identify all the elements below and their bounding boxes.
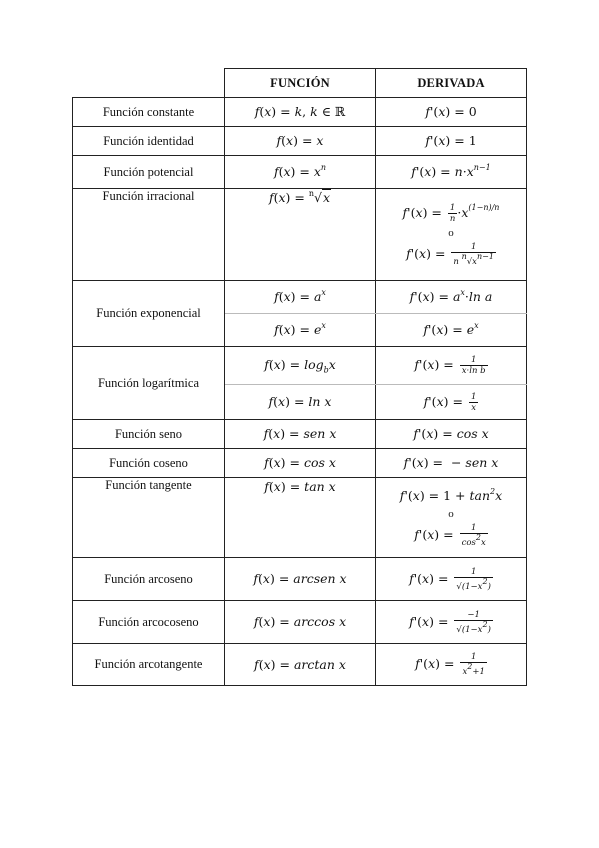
function-name: Función arcotangente xyxy=(73,644,225,686)
header-row xyxy=(73,69,527,98)
derivative-formula: f'(x) = cos x xyxy=(376,420,527,449)
table-row xyxy=(73,189,527,281)
function-name: Función arcoseno xyxy=(73,558,225,601)
corner-blank xyxy=(73,69,225,98)
function-name: Función irracional xyxy=(73,189,225,281)
function-name: Función constante xyxy=(73,98,225,127)
function-name: Función tangente xyxy=(73,478,225,558)
derivative-formula: f'(x) = 0 xyxy=(376,98,527,127)
table-row xyxy=(73,98,527,127)
function-formula: f(x) = arcsen x xyxy=(225,558,376,601)
function-formula: $f(x) = \log_bx$ xyxy=(225,347,376,385)
derivatives-table xyxy=(72,68,527,686)
or-word: o xyxy=(448,508,454,521)
table-row xyxy=(73,449,527,478)
function-formula: f(x) = cos x xyxy=(225,449,376,478)
function-formula: f(x) = tan x xyxy=(225,478,376,558)
derivative-formula: $f'(x) = n\cdot x^{n-1}$ xyxy=(376,156,527,189)
function-formula: f(x) = arctan x xyxy=(225,644,376,686)
function-name: Función potencial xyxy=(73,156,225,189)
table-row xyxy=(73,127,527,156)
function-name: Función seno xyxy=(73,420,225,449)
function-formula: f(x) = $^n$√x xyxy=(225,189,376,281)
table-row xyxy=(73,601,527,644)
table-row xyxy=(73,644,527,686)
derivative-formula: $f'(x) = 1 + \tan^2x$ o f'(x) = $\frac{1}{\cos^2x}$ xyxy=(376,478,527,558)
or-word: o xyxy=(448,226,454,239)
table-row xyxy=(73,347,527,385)
function-formula: f(x) = x xyxy=(225,127,376,156)
derivative-formula: f'(x) = 1 xyxy=(376,127,527,156)
table-row xyxy=(73,478,527,558)
derivative-formula: $f'(x) = e^x$ xyxy=(376,314,527,347)
table-row xyxy=(73,156,527,189)
function-name: Función arcocoseno xyxy=(73,601,225,644)
function-name: Función identidad xyxy=(73,127,225,156)
function-name: Función exponencial xyxy=(73,281,225,347)
derivative-formula: f'(x) = $\frac{1}{n}$ $\cdot x^{(1-n)/n}$ o f'(x) = $\frac{1}{n ^n√x^{n-1}}$ xyxy=(376,189,527,281)
derivative-formula: f'(x) = $\frac{1}{x}$ xyxy=(376,385,527,420)
function-formula: $f(x) = e^x$ xyxy=(225,314,376,347)
derivative-formula: f'(x) = $\frac{1}{√(1-x^2)}$ xyxy=(376,558,527,601)
function-formula: $f(x) = x^n$ xyxy=(225,156,376,189)
header-function: FUNCIÓN xyxy=(225,69,376,98)
function-formula: f(x) = k, k ∈ ℝ xyxy=(225,98,376,127)
function-formula: f(x) = ln x xyxy=(225,385,376,420)
function-formula: $f(x) = a^x$ xyxy=(225,281,376,314)
derivative-formula: f'(x) = $\frac{1}{x^2+1}$ xyxy=(376,644,527,686)
table-row xyxy=(73,558,527,601)
derivative-formula: f'(x) = $\frac{-1}{√(1-x^2)}$ xyxy=(376,601,527,644)
function-formula: f(x) = arccos x xyxy=(225,601,376,644)
header-derivative: DERIVADA xyxy=(376,69,527,98)
table-row xyxy=(73,420,527,449)
derivative-formula: f'(x) = − sen x xyxy=(376,449,527,478)
derivative-formula: $f'(x) = a^x\cdot\ln$ a xyxy=(376,281,527,314)
table-row xyxy=(73,281,527,314)
function-name: Función coseno xyxy=(73,449,225,478)
function-name: Función logarítmica xyxy=(73,347,225,420)
derivative-formula: f'(x) = $\frac{1}{\text{x·ln b}}$ xyxy=(376,347,527,385)
function-formula: f(x) = sen x xyxy=(225,420,376,449)
